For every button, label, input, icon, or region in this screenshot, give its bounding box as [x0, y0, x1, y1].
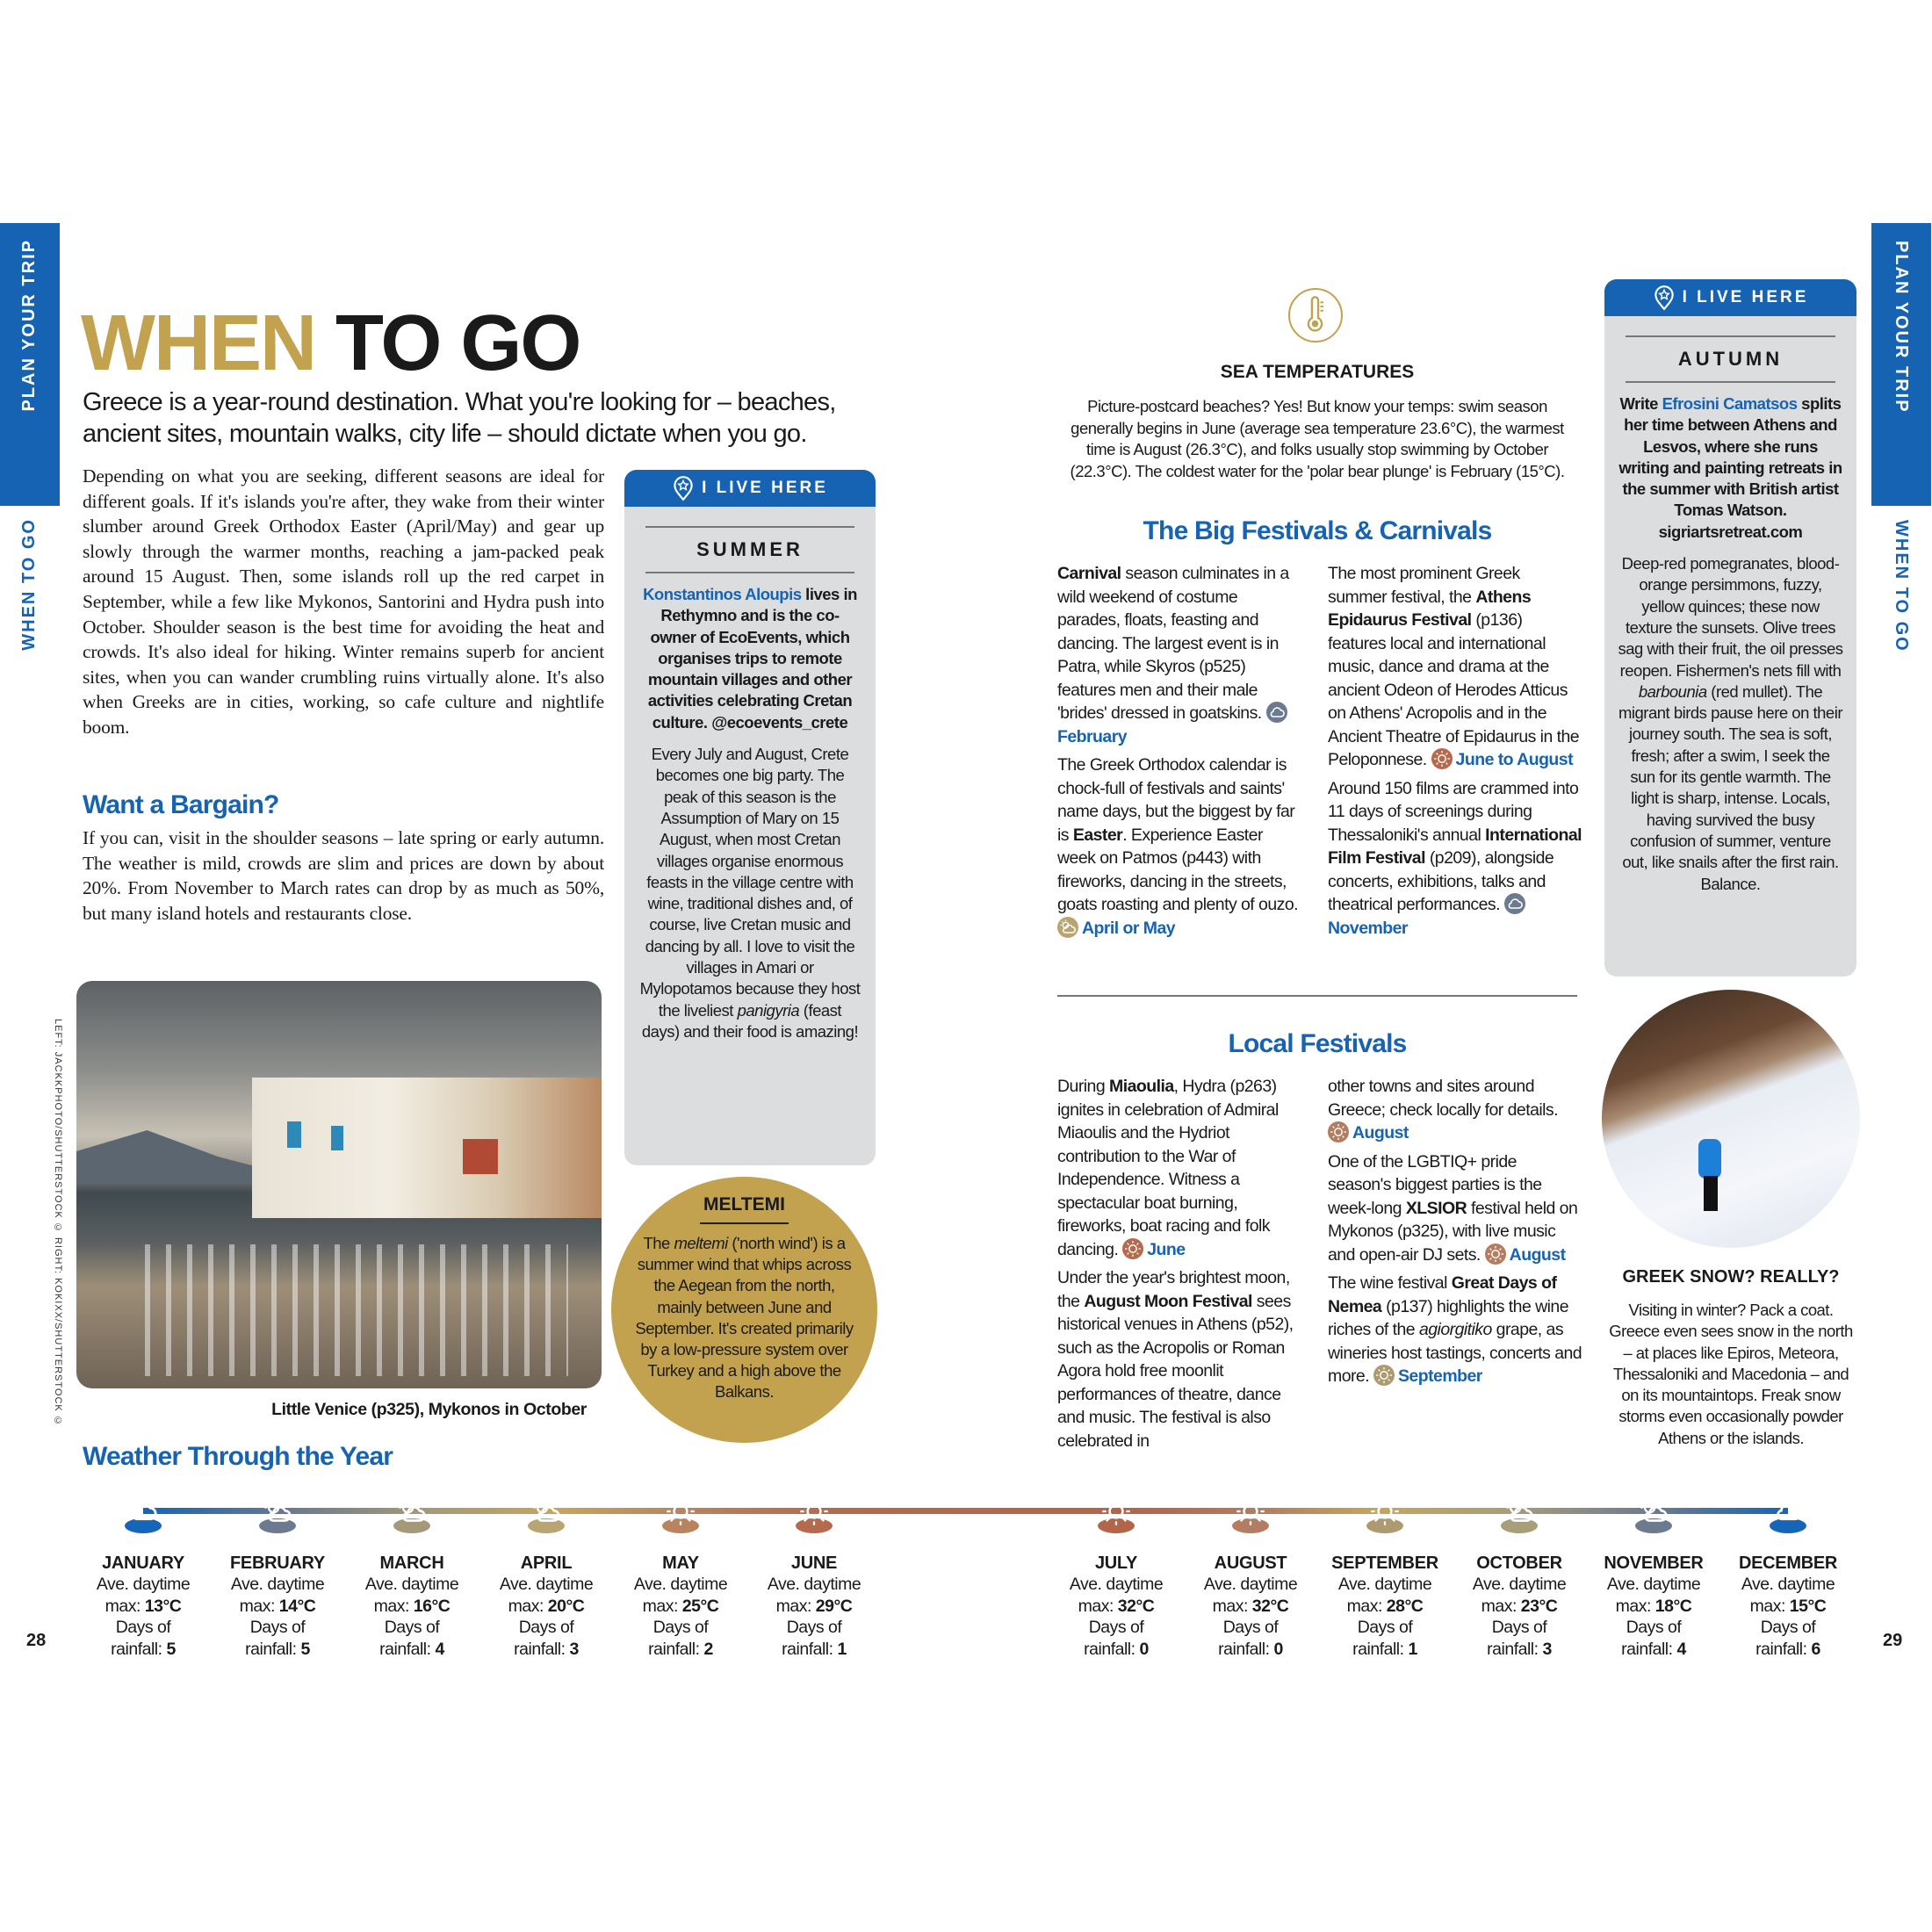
- temp-value: 20°C: [547, 1596, 585, 1616]
- month-temp: [1588, 1574, 1719, 1617]
- suncloud-weather-icon: [528, 1518, 565, 1533]
- festival-paragraph: [1057, 753, 1299, 940]
- text-run: The Greek Orthodox calendar is chock-full of festivals and saints' name days, but the biggest by far is: [1057, 755, 1295, 845]
- text-run: Around 150 films are crammed into 11 days of screenings during Thessaloniki's annual: [1328, 778, 1579, 845]
- cloud-weather-icon: [125, 1518, 162, 1533]
- rain-value: 3: [1542, 1639, 1552, 1659]
- text-run: The most prominent Greek summer festival, the: [1328, 564, 1520, 607]
- meltemi-text: [611, 1224, 877, 1403]
- text-run: Great Days of Nemea: [1328, 1273, 1557, 1316]
- month-rain: [1722, 1617, 1854, 1660]
- temp-value: 15°C: [1789, 1596, 1827, 1616]
- sun-weather-icon: [1098, 1518, 1135, 1533]
- i-live-here-badge: [1604, 279, 1856, 316]
- temp-label: Ave. daytime max:: [1472, 1575, 1567, 1616]
- festival-month: February: [1057, 726, 1128, 746]
- temp-label: Ave. daytime max:: [767, 1575, 861, 1616]
- ski-photo: [1602, 990, 1860, 1248]
- temp-value: 25°C: [681, 1596, 719, 1616]
- temp-label: Ave. daytime max:: [1337, 1575, 1432, 1616]
- festival-month: June: [1147, 1239, 1186, 1259]
- month-name: MAY: [662, 1554, 699, 1573]
- title-to-go: TO GO: [314, 299, 580, 387]
- month-name: APRIL: [520, 1554, 573, 1573]
- tab-label: PLAN YOUR TRIP: [1892, 241, 1911, 414]
- photo-caption: Little Venice (p325), Mykonos in October: [271, 1400, 587, 1419]
- sun-icon: [1485, 1244, 1506, 1265]
- suncloud-weather-icon: [393, 1518, 430, 1533]
- rain-value: 4: [435, 1639, 444, 1659]
- text-run: festival held on Mykonos (p325), with live music and open-air DJ sets.: [1328, 1198, 1578, 1265]
- text-run: Every July and August, Crete becomes one big party. The peak of this season is the Assumption of Mary on 15 August, when most Cretan villages organise enormous feasts in the village centre with wine, traditional dishes and, of course, live Cretan music and dancing by all. I love to visit the villages in Amari or Mylopotamos because they host the liveliest: [639, 745, 861, 1020]
- rain-value: 6: [1811, 1639, 1820, 1659]
- greek-snow-heading: GREEK SNOW? REALLY?: [1622, 1267, 1840, 1287]
- rain-label: Days of rainfall:: [648, 1618, 709, 1659]
- month-temp: [1319, 1574, 1451, 1617]
- month-temp: [212, 1574, 343, 1617]
- i-live-here-autumn-box: [1604, 279, 1856, 977]
- text-run: (red mullet). The migrant birds pause here on their journey south. The sea is soft, fresh; after a swim, I seek the sun for its gentle warmth. The light is sharp, intense. Locals, having survived the busy confusion of summer, venture out, like snails after the first rain. Balance.: [1618, 681, 1842, 893]
- month-name: SEPTEMBER: [1331, 1554, 1438, 1573]
- month-temp: [1185, 1574, 1316, 1617]
- temp-value: 13°C: [144, 1596, 182, 1616]
- rain-label: Days of rainfall:: [1084, 1618, 1144, 1659]
- rain-label: Days of rainfall:: [514, 1618, 574, 1659]
- sun-icon: [1122, 1238, 1143, 1259]
- resident-quote: [1604, 548, 1856, 900]
- month-rain: [1185, 1617, 1316, 1660]
- month-september: [1319, 1493, 1451, 1660]
- rain-label: Days of rainfall:: [782, 1618, 842, 1659]
- text-run: Konstantinos Aloupis: [643, 585, 802, 603]
- month-name: NOVEMBER: [1604, 1554, 1704, 1573]
- festival-paragraph: [1328, 562, 1582, 772]
- month-january: [77, 1493, 209, 1660]
- white-houses: [252, 1078, 602, 1218]
- suncloud-weather-icon: [259, 1518, 296, 1533]
- month-march: [346, 1493, 478, 1660]
- festival-paragraph: [1057, 1075, 1308, 1261]
- text-run: other towns and sites around Greece; check locally for details.: [1328, 1077, 1559, 1120]
- season-heading: SUMMER: [645, 526, 854, 573]
- plan-your-trip-tab-left[interactable]: [0, 223, 60, 506]
- skier: [1698, 1139, 1721, 1179]
- resident-bio: [1604, 383, 1856, 548]
- resident-quote: [624, 739, 876, 1048]
- month-name: JULY: [1094, 1554, 1138, 1573]
- rain-label: Days of rainfall:: [379, 1618, 440, 1659]
- title-when: WHEN: [81, 299, 315, 387]
- intro-paragraph: Depending on what you are seeking, different seasons are ideal for different goals. If it's islands you're after, they wake from their winter slumber around Greek Orthodox Easter (April/May) and gear up slowly through the warmer months, reaching a jam-packed peak around 15 August. Then, some islands roll up the red carpet in September, while a few like Mykonos, Santorini and Hydra push into October. Shoulder season is the best time for avoiding the heat and crowds. It's also ideal for hiking. Winter remains superb for ancient sites, when you can wander crumbling ruins virtually alone. It's also when Greeks are in cities, working, so cafe culture and nightlife boom.: [83, 465, 604, 738]
- sun-icon: [1328, 1121, 1349, 1143]
- festival-paragraph: [1057, 562, 1299, 748]
- text-run: Athens Epidaurus Festival: [1328, 587, 1532, 630]
- month-december: [1722, 1493, 1854, 1660]
- rain-label: Days of rainfall:: [111, 1618, 171, 1659]
- i-live-here-summer-box: [624, 470, 876, 1165]
- text-run: Efrosini Camatsos: [1662, 394, 1798, 413]
- month-name: MARCH: [379, 1554, 444, 1573]
- i-live-here-badge: [624, 470, 876, 507]
- text-run: Under the year's brightest moon, the: [1057, 1268, 1290, 1311]
- temp-label: Ave. daytime max:: [1203, 1575, 1298, 1616]
- festival-paragraph: [1328, 1150, 1582, 1267]
- location-star-icon: [672, 475, 695, 501]
- text-run: During: [1057, 1077, 1110, 1096]
- rain-value: 2: [703, 1639, 713, 1659]
- rain-value: 5: [300, 1639, 310, 1659]
- month-name: JANUARY: [102, 1554, 184, 1573]
- little-venice-photo: [76, 981, 602, 1388]
- rain-value: 4: [1676, 1639, 1686, 1659]
- plan-your-trip-tab-right[interactable]: [1871, 223, 1931, 506]
- text-run: (feast days) and their food is amazing!: [641, 1000, 859, 1041]
- festival-month: June to August: [1455, 750, 1574, 769]
- temp-value: 29°C: [815, 1596, 853, 1616]
- text-run: August Moon Festival: [1084, 1291, 1252, 1311]
- page-number-left: 28: [26, 1631, 47, 1650]
- red-facade: [463, 1139, 498, 1174]
- text-run: Easter: [1072, 825, 1123, 845]
- festival-month: August: [1352, 1123, 1409, 1143]
- text-run: Write: [1619, 394, 1662, 413]
- month-rain: [1453, 1617, 1585, 1660]
- month-temp: [615, 1574, 746, 1617]
- photo-credit: LEFT: JACKKPHOTO/SHUTTERSTOCK © RIGHT: KOKIXX/SHUTTERSTOCK ©: [53, 1019, 63, 1427]
- temp-label: Ave. daytime max:: [230, 1575, 325, 1616]
- month-april: [480, 1493, 612, 1660]
- month-february: [212, 1493, 343, 1660]
- thermometer-icon: [1288, 288, 1343, 342]
- weather-heading: Weather Through the Year: [83, 1442, 393, 1471]
- section-label-right: WHEN TO GO: [1892, 520, 1911, 652]
- meltemi-circle: [611, 1177, 877, 1443]
- subtitle: Greece is a year-round destination. What you're looking for – beaches, ancient sites, mountain walks, city life – should dictate when you go.: [83, 388, 836, 448]
- suncloud-weather-icon: [1635, 1518, 1672, 1533]
- big-festivals-heading: The Big Festivals & Carnivals: [1143, 516, 1492, 545]
- text-run: season culminates in a wild weekend of costume parades, floats, feasting and dancing. The largest event is in Patra, while Skyros (p525) features men and their male 'brides' dressed in goatskins.: [1057, 564, 1289, 723]
- text-run: The: [643, 1234, 674, 1252]
- temp-label: Ave. daytime max:: [633, 1575, 728, 1616]
- temp-value: 14°C: [278, 1596, 316, 1616]
- temp-value: 32°C: [1117, 1596, 1155, 1616]
- rain-value: 3: [569, 1639, 579, 1659]
- sun-weather-icon: [796, 1518, 833, 1533]
- month-august: [1185, 1493, 1316, 1660]
- rain-value: 0: [1273, 1639, 1283, 1659]
- text-run: lives in Rethymno and is the co-owner of EcoEvents, which organises trips to remote mountain villages and other activities celebrating Cretan culture. @ecoevents_crete: [647, 585, 857, 732]
- temp-value: 28°C: [1386, 1596, 1424, 1616]
- rain-label: Days of rainfall:: [1755, 1618, 1816, 1659]
- month-temp: [1722, 1574, 1854, 1617]
- blue-balcony: [287, 1121, 301, 1148]
- festival-month: November: [1328, 918, 1408, 938]
- mountain: [76, 1130, 278, 1183]
- text-run: The wine festival: [1328, 1273, 1452, 1293]
- bargain-heading: Want a Bargain?: [83, 790, 279, 819]
- text-run: Carnival: [1057, 564, 1121, 583]
- text-run: One of the LGBTIQ+ pride season's biggest parties is the week-long: [1328, 1151, 1542, 1218]
- month-temp: [77, 1574, 209, 1617]
- rain-value: 1: [837, 1639, 847, 1659]
- local-festivals-heading: Local Festivals: [1228, 1029, 1407, 1058]
- temp-label: Ave. daytime max:: [96, 1575, 191, 1616]
- rain-value: 1: [1408, 1639, 1417, 1659]
- month-rain: [615, 1617, 746, 1660]
- text-run: grape, as wineries host tastings, concerts and more.: [1328, 1320, 1582, 1386]
- festival-month: September: [1397, 1366, 1482, 1386]
- month-temp: [1453, 1574, 1585, 1617]
- skier-legs: [1704, 1176, 1718, 1211]
- text-run: (p136) features local and international music, dance and drama at the ancient Odeon of Herodes Atticus on Athens' Acropolis and in the Ancient Theatre of Epidaurus in the Peloponnese.: [1328, 610, 1580, 769]
- month-name: AUGUST: [1214, 1554, 1287, 1573]
- badge-label: I LIVE HERE: [702, 479, 828, 497]
- suncloud-weather-icon: [1501, 1518, 1538, 1533]
- suncloud-icon: [1057, 917, 1078, 938]
- rain-value: 0: [1139, 1639, 1149, 1659]
- text-run: sees historical venues in Athens (p52), such as the Acropolis or Roman Agora hold free moonlit performances of theatre, dance and music. The festival is also celebrated in: [1057, 1291, 1294, 1451]
- divider: [1057, 995, 1577, 997]
- local-festivals-col2: [1328, 1075, 1582, 1394]
- month-november: [1588, 1493, 1719, 1660]
- text-run: Deep-red pomegranates, blood-orange persimmons, fuzzy, yellow quinces; these now texture the sunsets. Olive trees sag with their fruit, the oil presses reopen. Fishermen's nets fill with: [1618, 554, 1843, 680]
- cloud-weather-icon: [1770, 1518, 1806, 1533]
- sun-icon: [1373, 1365, 1395, 1386]
- temp-value: 18°C: [1654, 1596, 1692, 1616]
- text-run: barbounia: [1638, 681, 1707, 701]
- sea-temperatures-text: Picture-postcard beaches? Yes! But know your temps: swim season generally begins in June (average sea temperature 23.6°C), the warmest time is August (26.3°C), and folks usually stop swimming by October (22.3°C). The coldest water for the 'polar bear plunge' is February (15°C).: [1070, 397, 1565, 480]
- sun-icon: [1431, 748, 1453, 769]
- tab-label: PLAN YOUR TRIP: [19, 239, 39, 412]
- month-temp: [480, 1574, 612, 1617]
- season-heading: AUTUMN: [1626, 335, 1835, 383]
- festival-paragraph: [1328, 777, 1582, 941]
- rain-label: Days of rainfall:: [1218, 1618, 1279, 1659]
- rain-label: Days of rainfall:: [1352, 1618, 1413, 1659]
- section-label-left: WHEN TO GO: [19, 518, 39, 651]
- festival-month: April or May: [1082, 918, 1176, 938]
- temp-value: 32°C: [1251, 1596, 1289, 1616]
- text-run: XLSIOR: [1405, 1198, 1467, 1218]
- month-rain: [1588, 1617, 1719, 1660]
- month-name: FEBRUARY: [230, 1554, 325, 1573]
- temp-label: Ave. daytime max:: [499, 1575, 594, 1616]
- cloud-icon: [1504, 893, 1525, 914]
- text-run: ('north wind') is a summer wind that whips across the Aegean from the north, mainly between June and September. It's created primarily by a low-pressure system over Turkey and a high above the Balkans.: [635, 1234, 854, 1402]
- month-name: DECEMBER: [1738, 1554, 1838, 1573]
- text-run: agiorgitiko: [1418, 1320, 1492, 1339]
- month-rain: [1050, 1617, 1182, 1660]
- text-run: Miaoulia: [1109, 1077, 1174, 1096]
- month-june: [748, 1493, 880, 1660]
- month-temp: [346, 1574, 478, 1617]
- page-title: [81, 299, 580, 389]
- location-star-icon: [1653, 285, 1676, 311]
- month-rain: [480, 1617, 612, 1660]
- rain-label: Days of rainfall:: [1621, 1618, 1682, 1659]
- temp-value: 23°C: [1520, 1596, 1558, 1616]
- greek-snow-text: Visiting in winter? Pack a coat. Greece even sees snow in the north – at places like Epiros, Meteora, Thessaloniki and Macedonia – and on its mountaintops. Freak snow storms even occasionally powder Athens or the islands.: [1609, 1301, 1853, 1447]
- festival-paragraph: [1328, 1272, 1582, 1388]
- text-run: (p137) highlights the wine riches of the: [1328, 1296, 1569, 1339]
- text-run: meltemi: [674, 1234, 728, 1252]
- resident-bio: [624, 573, 876, 739]
- bargain-paragraph: If you can, visit in the shoulder seasons – late spring or early autumn. The weather is mild, crowds are slim and prices are down by about 20%. From November to March rates can drop by as much as 50%, but many island hotels and restaurants close.: [83, 827, 604, 924]
- text-run: splits her time between Athens and Lesvos, where she runs writing and painting retreats in the summer with British artist Tomas Watson. sigriartsretreat.com: [1618, 394, 1842, 541]
- temp-label: Ave. daytime max:: [1741, 1575, 1835, 1616]
- text-run: , Hydra (p263) ignites in celebration of Admiral Miaoulis and the Hydriot contribution to the War of Independence. Witness a spectacular boat burning, fireworks, boat racing and folk dancing.: [1057, 1077, 1279, 1259]
- month-rain: [748, 1617, 880, 1660]
- sun-weather-icon: [1232, 1518, 1269, 1533]
- page-number-right: 29: [1883, 1631, 1903, 1650]
- month-name: OCTOBER: [1476, 1554, 1562, 1573]
- rain-value: 5: [166, 1639, 176, 1659]
- temp-label: Ave. daytime max:: [364, 1575, 459, 1616]
- big-festivals-col1: [1057, 562, 1299, 945]
- festival-paragraph: [1057, 1266, 1308, 1453]
- local-festivals-col1: [1057, 1075, 1308, 1458]
- temp-label: Ave. daytime max:: [1069, 1575, 1164, 1616]
- meltemi-heading: MELTEMI: [700, 1194, 789, 1224]
- sun-weather-icon: [662, 1518, 699, 1533]
- temp-value: 16°C: [413, 1596, 451, 1616]
- white-chairs: [129, 1244, 568, 1376]
- rain-label: Days of rainfall:: [245, 1618, 306, 1659]
- sun-weather-icon: [1366, 1518, 1403, 1533]
- month-rain: [77, 1617, 209, 1660]
- text-run: panigyria: [737, 1000, 800, 1020]
- text-run: International Film Festival: [1328, 825, 1582, 868]
- month-temp: [748, 1574, 880, 1617]
- cloud-icon: [1266, 702, 1287, 723]
- text-run: (p209), alongside concerts, exhibitions, talks and theatrical performances.: [1328, 848, 1554, 914]
- month-july: [1050, 1493, 1182, 1660]
- month-rain: [1319, 1617, 1451, 1660]
- month-october: [1453, 1493, 1585, 1660]
- temp-label: Ave. daytime max:: [1606, 1575, 1701, 1616]
- festival-paragraph: [1328, 1075, 1582, 1145]
- badge-label: I LIVE HERE: [1682, 288, 1809, 306]
- month-name: JUNE: [790, 1554, 838, 1573]
- festival-month: August: [1509, 1244, 1566, 1265]
- blue-balcony: [331, 1126, 343, 1150]
- big-festivals-col2: [1328, 562, 1582, 945]
- text-run: . Experience Easter week on Patmos (p443) with fireworks, dancing in the streets, goats roasting and plenty of ouzo.: [1057, 825, 1299, 914]
- month-rain: [346, 1617, 478, 1660]
- month-may: [615, 1493, 746, 1660]
- sea-temperatures-heading: SEA TEMPERATURES: [1220, 362, 1415, 382]
- rain-label: Days of rainfall:: [1487, 1618, 1547, 1659]
- month-temp: [1050, 1574, 1182, 1617]
- month-rain: [212, 1617, 343, 1660]
